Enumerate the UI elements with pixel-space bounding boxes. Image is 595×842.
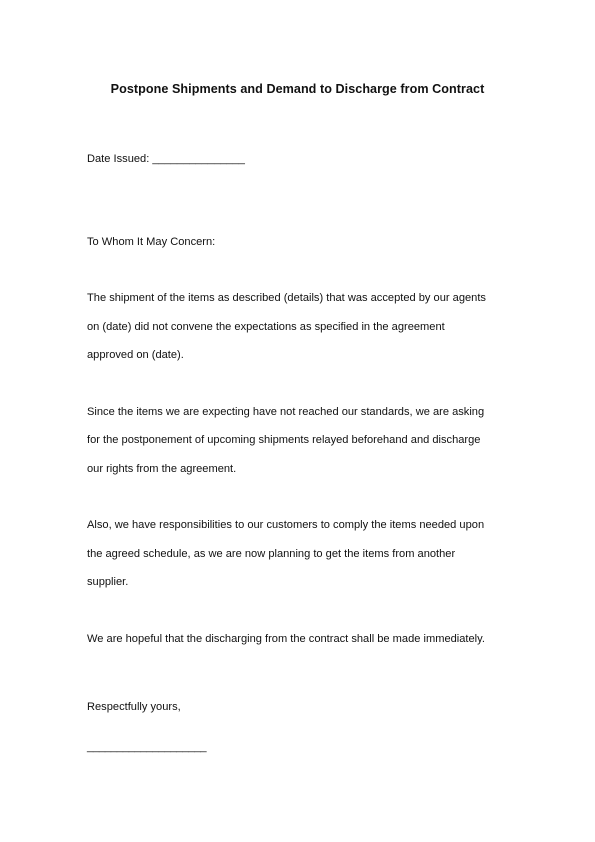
document-title: Postpone Shipments and Demand to Discharge from Contract: [110, 82, 485, 96]
salutation: To Whom It May Concern:: [87, 236, 216, 248]
paragraph-3-line-1: Also, we have responsibilities to our customers to comply the items needed upon: [87, 519, 485, 531]
paragraph-2-line-3: our rights from the agreement.: [87, 463, 237, 475]
paragraph-1-line-3: approved on (date).: [87, 349, 184, 361]
closing: Respectfully yours,: [87, 701, 181, 713]
signature-line: ____________________: [87, 741, 207, 753]
paragraph-2-line-2: for the postponement of upcoming shipments relayed beforehand and discharge: [87, 434, 481, 446]
paragraph-4-line-1: We are hopeful that the discharging from the contract shall be made immediately.: [87, 633, 485, 645]
paragraph-3-line-3: supplier.: [87, 576, 129, 588]
paragraph-3-line-2: the agreed schedule, as we are now planning to get the items from another: [87, 548, 456, 560]
paragraph-1-line-1: The shipment of the items as described (details) that was accepted by our agents: [87, 292, 486, 304]
date-issued-line: Date Issued: _______________: [87, 153, 245, 165]
paragraph-2-line-1: Since the items we are expecting have not reached our standards, we are asking: [87, 406, 485, 418]
paragraph-1-line-2: on (date) did not convene the expectations as specified in the agreement: [87, 321, 445, 333]
